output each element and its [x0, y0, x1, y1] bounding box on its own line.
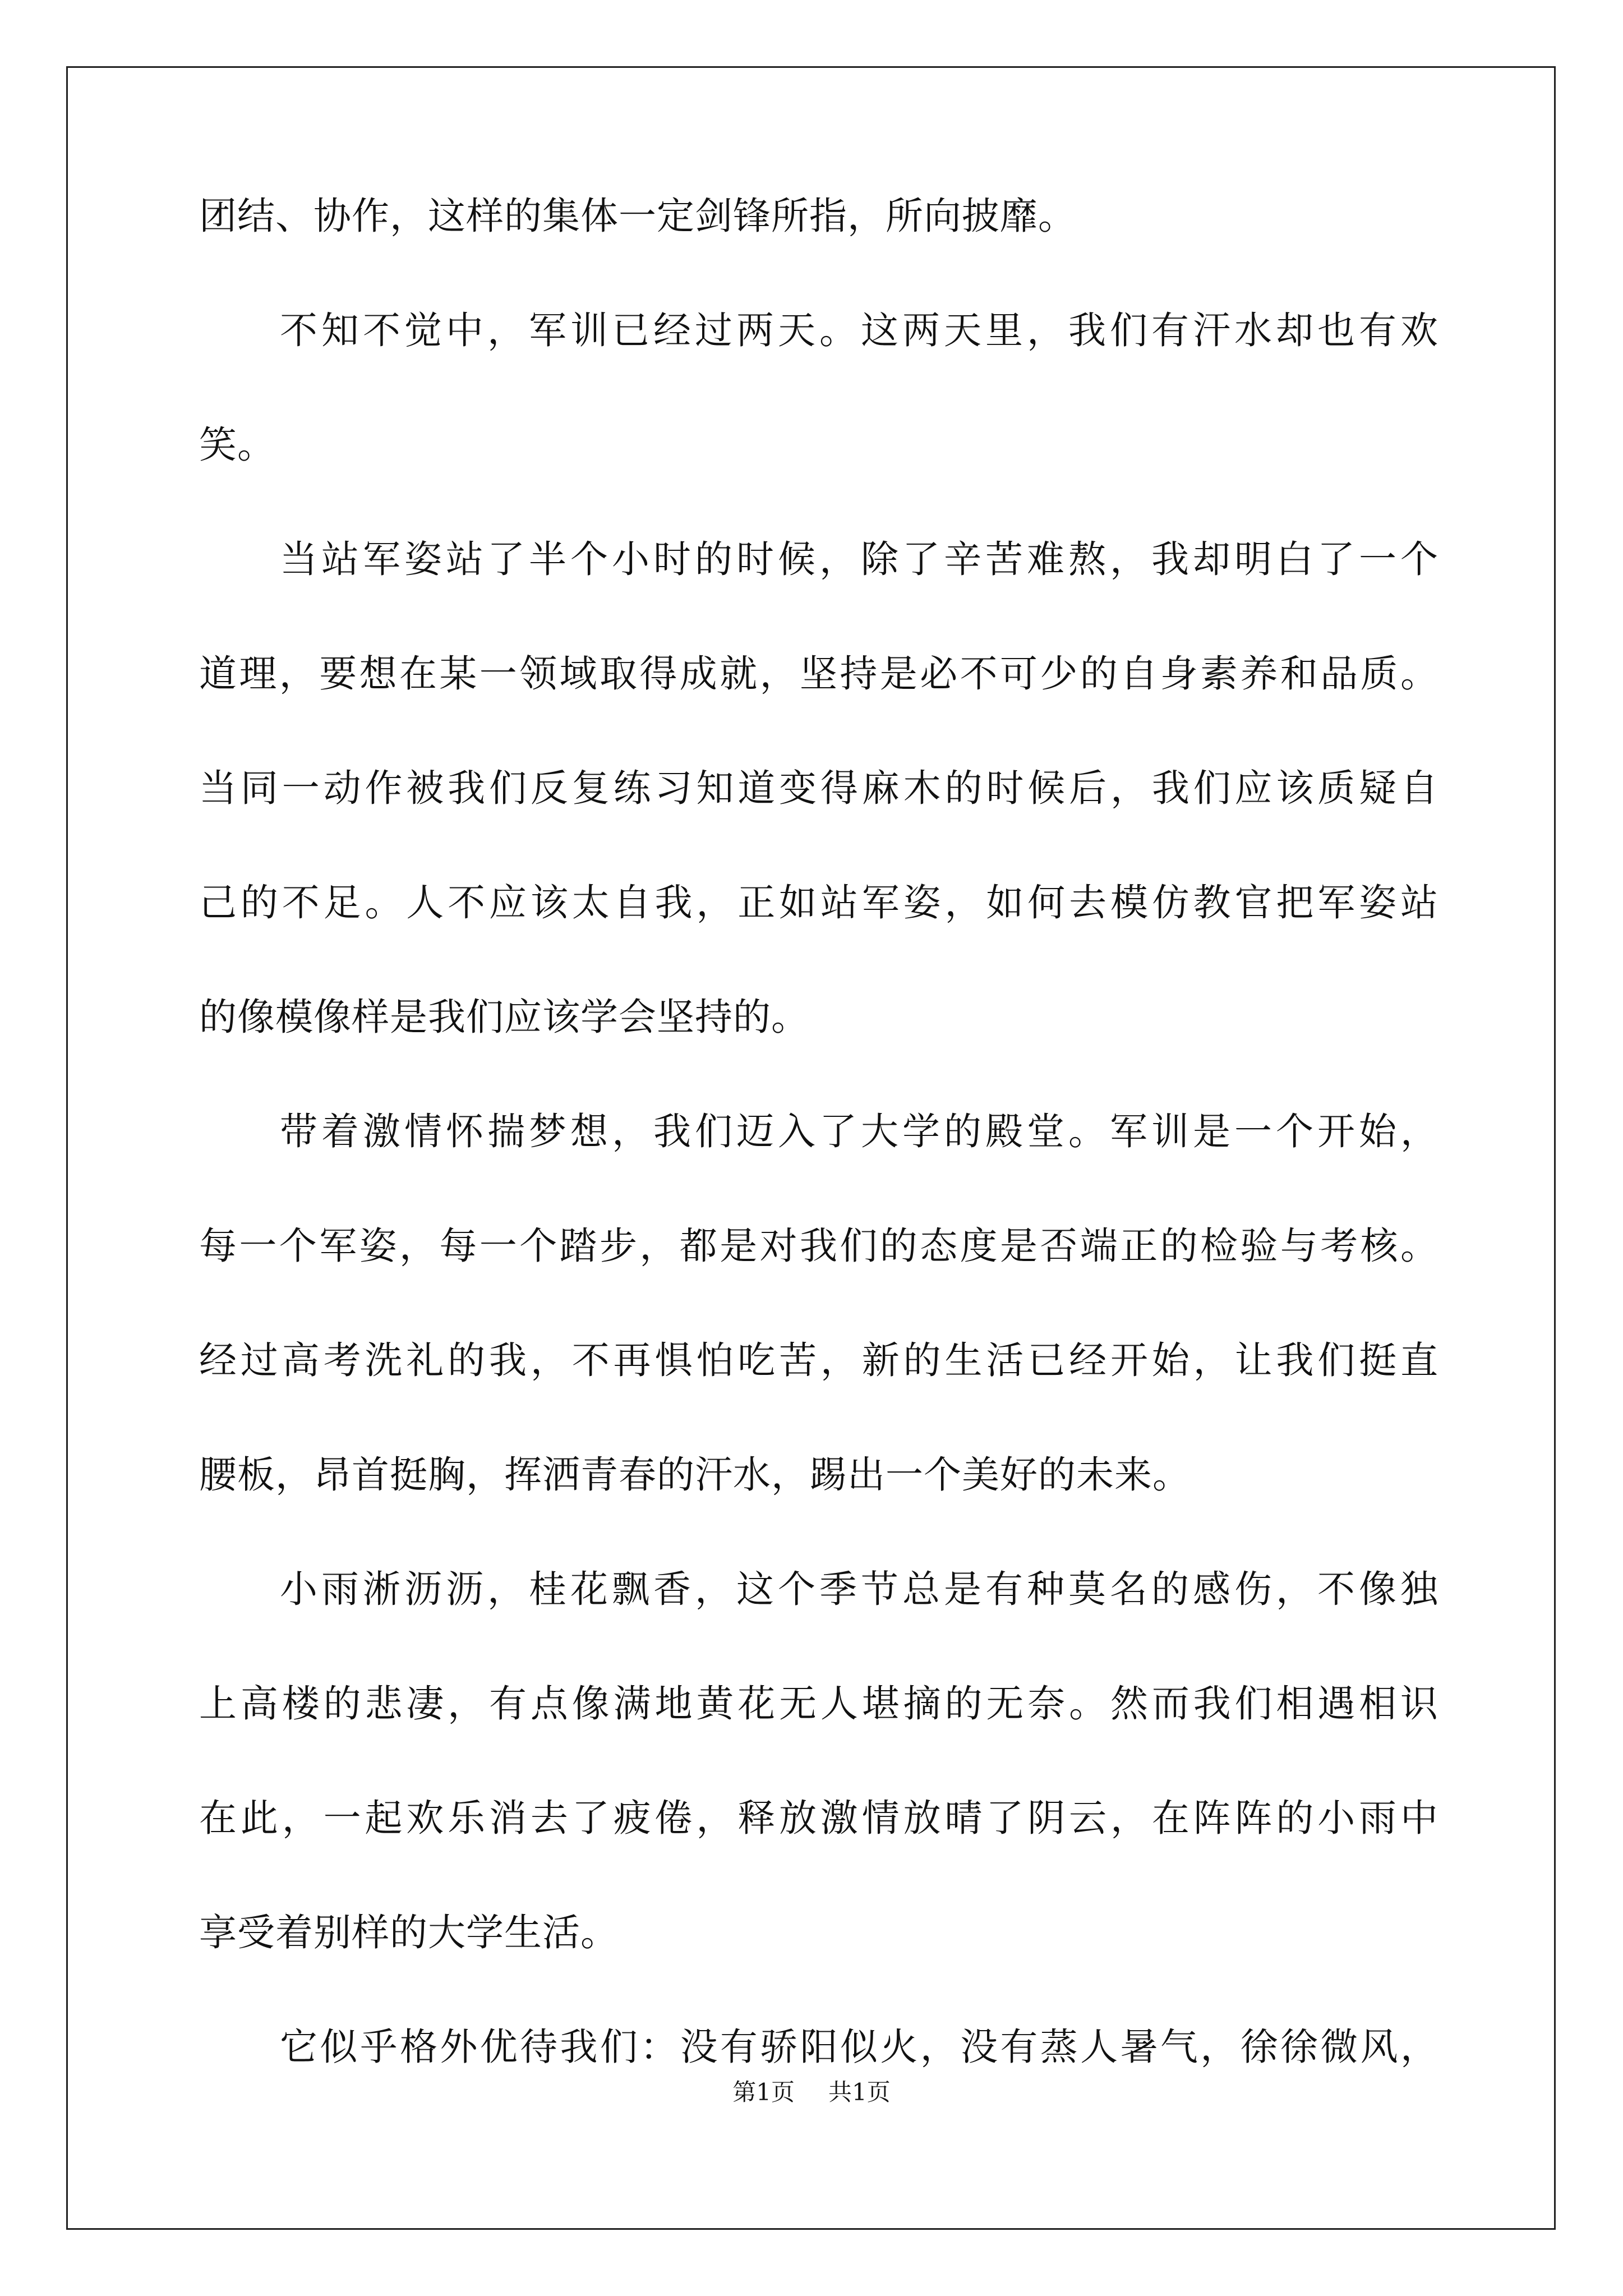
text-line: 腰板，昂首挺胸，挥洒青春的汗水，踢出一个美好的未来。 — [199, 1453, 1191, 1497]
page-footer — [0, 2076, 1623, 2109]
text-line: 小雨淅沥沥，桂花飘香，这个季节总是有种莫名的感伤，不像独 — [280, 1567, 1438, 1611]
text-line: 当同一动作被我们反复练习知道变得麻木的时候后，我们应该质疑自 — [199, 766, 1438, 810]
text-line: 团结、协作，这样的集体一定剑锋所指，所向披靡。 — [199, 194, 1076, 238]
text-line: 上高楼的悲凄，有点像满地黄花无人堪摘的无奈。然而我们相遇相识 — [199, 1682, 1438, 1726]
text-line: 带着激情怀揣梦想，我们迈入了大学的殿堂。军训是一个开始， — [280, 1110, 1438, 1153]
text-line: 当站军姿站了半个小时的时候，除了辛苦难熬，我却明白了一个 — [280, 537, 1438, 581]
text-line: 每一个军姿，每一个踏步，都是对我们的态度是否端正的检验与考核。 — [199, 1224, 1438, 1268]
page-number: 第1页 — [732, 2078, 795, 2106]
text-line: 的像模像样是我们应该学会坚持的。 — [199, 995, 809, 1039]
text-line: 它似乎格外优待我们：没有骄阳似火，没有蒸人暑气，徐徐微风， — [280, 2025, 1438, 2069]
text-line: 己的不足。人不应该太自我，正如站军姿，如何去模仿教官把军姿站 — [199, 881, 1438, 924]
text-line: 不知不觉中，军训已经过两天。这两天里，我们有汗水却也有欢 — [280, 309, 1438, 352]
page-total: 共1页 — [828, 2078, 891, 2106]
text-line: 道理，要想在某一领域取得成就，坚持是必不可少的自身素养和品质。 — [199, 652, 1438, 696]
text-line: 笑。 — [199, 423, 275, 467]
text-line: 经过高考洗礼的我，不再惧怕吃苦，新的生活已经开始，让我们挺直 — [199, 1338, 1438, 1382]
text-line: 享受着别样的大学生活。 — [199, 1911, 619, 1954]
text-line: 在此，一起欢乐消去了疲倦，释放激情放晴了阴云，在阵阵的小雨中 — [199, 1796, 1438, 1840]
